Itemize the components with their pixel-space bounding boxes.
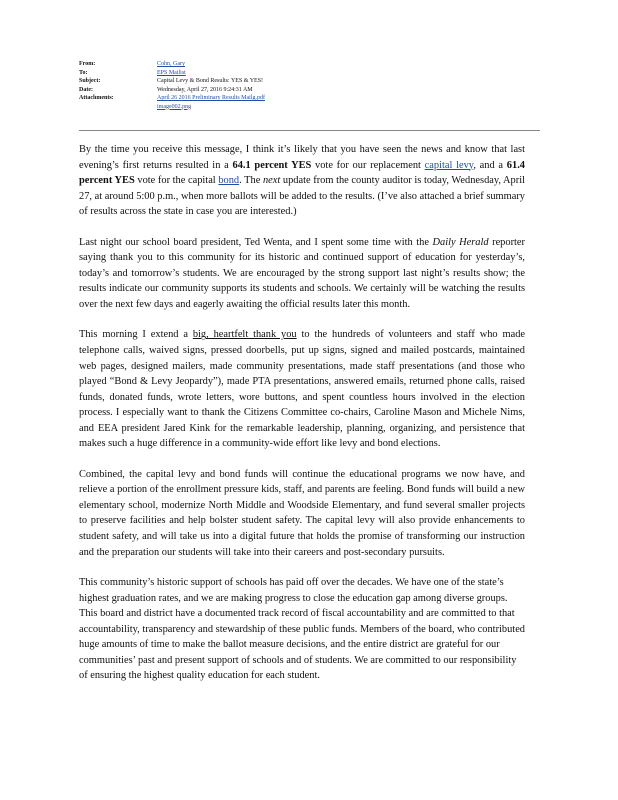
paragraph-history [79,575,525,684]
header-attachments-row-2 [79,103,539,112]
bond-result: 61.4 percent YES [79,159,525,187]
text: , and a [473,159,507,171]
header-divider [79,130,540,131]
message-body [79,142,525,699]
attachment-image-link[interactable]: image002.png [157,103,192,110]
subject-label: Subject: [79,78,101,84]
text: to the hundreds of volunteers and staff who made telephone calls, waived signs, pressed doorbells, put up signs, signed and mailed postcards, maintained web pages, designed mailers, made community presentations, made staff presentations (and those who played “Bond & Levy Jeopardy”), made PTA presentations, answered emails, returned phone calls, raised funds, donated funds, wrote letters, wore buttons, and spent countless hours involved in the election process. I especially want to thank the Citizens Committee co-chairs, Caroline Mason and Michele Nims, and EEA president Jared Kink for the remarkable leadership, planning, organizing, and persistence that makes such a huge difference in a community-wide effort like levy and bond elections. [79,329,526,450]
text: Combined, the capital levy and bond funds will continue the educational programs we now have, and relieve a portion of the enrollment pressure kids, staff, and parents are feeling. Bond funds will build a new elementary school, modernize North Middle and Woodside Elementary, and fund several smaller projects to preserve facilities and help bolster student safety. The capital levy will also provide enhancements to student safety, and will take us into a digital future that holds the promise of transforming our instruction and the preparation our students will take into their careers and post-secondary pursuits. [79,468,525,558]
header-attachments-row [79,94,539,103]
header-to-row [79,69,539,78]
text: update from the county auditor is today, Wednesday, April 27, at around 5:00 p.m., when more ballots will be added to the results. (I’ve also attached a brief summary of results across the state in case you are interested.) [79,175,525,218]
text: By the time you receive this message, I think it’s likely that you have seen the news and know that last evening’s first returns resulted in a [79,144,525,171]
text: Last night our school board president, Ted Wenta, and I spent some time with the [79,236,433,248]
capital-levy-link[interactable]: capital levy [424,159,474,171]
header-subject-row [79,77,539,86]
paragraph-results [79,142,525,220]
text: This morning I extend a [79,329,193,341]
levy-result: 64.1 percent YES [232,159,312,171]
attachment-pdf-link[interactable]: April 26 2016 Preliminary Results Mailg.pdf [157,95,265,101]
paragraph-thanks-volunteers [79,327,525,451]
to-label: To: [79,69,88,76]
text: This community’s historic support of schools has paid off over the decades. We have one of the state’s highest graduation rates, and we are making progress to close the education gap among diverse groups. This board and district have a documented track record of fiscal accountability and are committed to that accountability, transparency and stewardship of these public funds. Members of the board, who contributed huge amounts of time to make the ballot measure decisions, and the entire district are grateful for our communities’ past and present support of schools and of students. We are committed to our responsibility of ensuring the highest quality education for each student. [79,577,525,682]
emphasis-next: next [262,175,281,187]
text: vote for our replacement [311,159,425,171]
to-value[interactable]: EPS Mailist [157,69,186,76]
header-from-row [79,60,539,69]
thank-you-emphasis: big, heartfelt thank you [192,329,297,341]
attachments-label: Attachments: [79,95,114,101]
text: . The [239,175,263,187]
from-value[interactable]: Cohn, Gary [157,61,185,67]
date-value: Wednesday, April 27, 2016 9:24:31 AM [157,86,253,93]
email-header [79,60,539,111]
text: reporter saying thank you to this community for its historic and continued support of education for yesterday’s, today’s and tomorrow’s students. We are encouraged by the strong support last night’s results show; the results indicate our community supports its students and schools. We certainly will be watching the results over the next few days and eagerly awaiting the official results later this month. [79,236,525,310]
bond-link[interactable]: bond [218,175,240,187]
header-date-row [79,86,539,95]
daily-herald-title: Daily Herald [432,236,489,248]
paragraph-funds [79,467,525,560]
date-label: Date: [79,86,93,93]
from-label: From: [79,61,96,67]
subject-value: Capital Levy & Bond Results: YES & YES! [157,78,264,84]
paragraph-thanks-community [79,235,525,313]
text: vote for the capital [134,175,219,187]
